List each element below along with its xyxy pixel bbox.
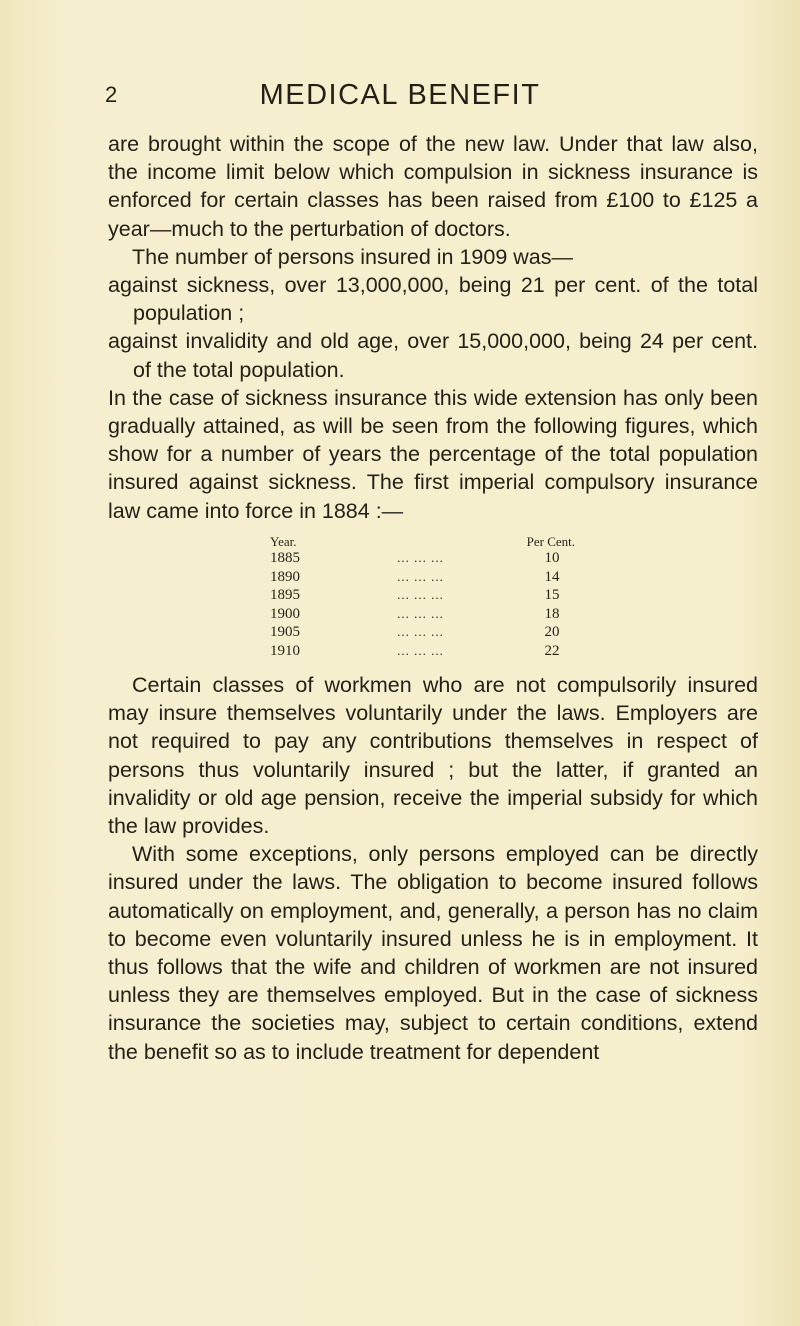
row-leader: ... ... ... [397, 605, 444, 621]
table-row [270, 642, 575, 661]
list-item-invalidity: against invalidity and old age, over 15,000,000, being 24 per cent. of the total population. [108, 329, 758, 382]
row-year: 1885 [270, 550, 300, 566]
row-value: 20 [544, 624, 560, 641]
row-year: 1910 [270, 642, 300, 659]
row-value: 14 [544, 568, 560, 585]
list-item-sickness: against sickness, over 13,000,000, being 21 per cent. of the total population ; [108, 273, 758, 326]
page-number: 2 [105, 82, 118, 107]
row-year: 1895 [270, 587, 300, 604]
table-row [270, 623, 575, 642]
row-value: 18 [544, 605, 560, 622]
paragraph: The number of persons insured in 1909 was— [132, 244, 573, 269]
paragraph: are brought within the scope of the new law. Under that law also, the income limit below which compulsion in sickness insurance is enforced for certain classes has been raised from £100 to £125 a year—much to the perturbation of doctors. [108, 132, 758, 241]
row-leader: ... ... ... [397, 550, 444, 565]
body-text-bottom [108, 671, 758, 1066]
row-leader: ... ... ... [397, 587, 444, 603]
percentage-table [270, 535, 575, 661]
row-value: 22 [544, 642, 560, 659]
paragraph: Certain classes of workmen who are not compulsorily insured may insure themselves voluntarily under the laws. Employers are not required to pay any contributions themselves in respect of persons thus voluntarily insured ; but the latter, if granted an invalidity or old age pension, receive the imperial subsidy for which the law provides. [108, 673, 758, 839]
row-leader: ... ... ... [397, 624, 444, 640]
row-value: 15 [544, 587, 560, 604]
paragraph: With some exceptions, only persons employed can be directly insured under the laws. The obligation to become insured follows automatically on employment, and, generally, a person has no claim to become even voluntarily insured unless he is in employment. It thus follows that the wife and children of workmen are not insured unless they are themselves employed. But in the case of sickness insurance the societies may, subject to certain conditions, extend the benefit so as to include treatment for dependent [108, 842, 758, 1064]
paragraph: In the case of sickness insurance this wide extension has only been gradually attained, as will be seen from the following figures, which show for a number of years the percentage of the total population insured against sickness. The first imperial compulsory insurance law came into force in 1884 :— [108, 385, 758, 523]
row-value: 10 [544, 550, 560, 566]
table-header [270, 535, 575, 549]
row-year: 1905 [270, 624, 300, 641]
header-per-cent: Per Cent. [526, 534, 575, 549]
row-leader: ... ... ... [397, 642, 444, 658]
header-year: Year. [270, 534, 297, 549]
table-row [270, 568, 575, 587]
row-leader: ... ... ... [397, 568, 444, 584]
table-row [270, 549, 575, 568]
running-head: MEDICAL BENEFIT [259, 79, 541, 111]
row-year: 1900 [270, 605, 300, 622]
body-text-top [108, 130, 758, 525]
table-row [270, 586, 575, 605]
row-year: 1890 [270, 568, 300, 585]
table-row [270, 605, 575, 624]
